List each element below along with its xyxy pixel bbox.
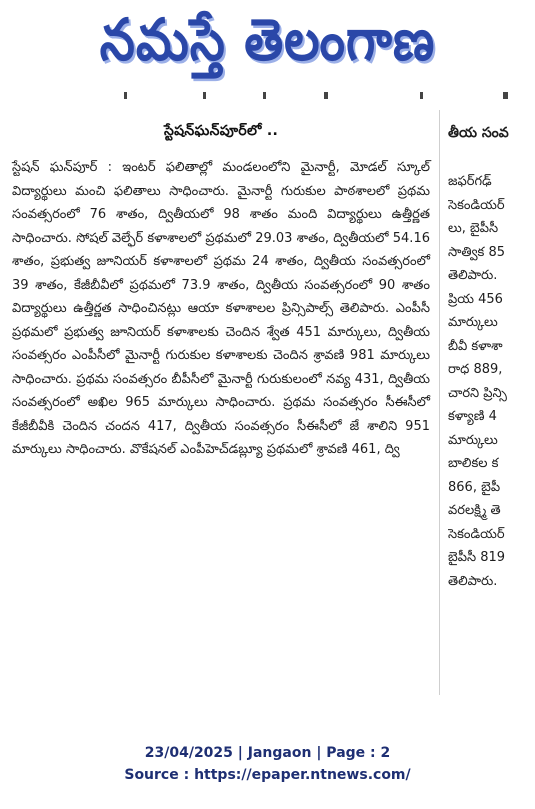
side-line: లు, బైపీసీ <box>448 221 499 236</box>
side-line: మార్కులు <box>448 315 498 330</box>
page-footer <box>0 742 535 786</box>
side-line: తెలిపారు. <box>448 573 498 589</box>
footer-source: Source : https://epaper.ntnews.com/ <box>124 767 411 783</box>
column-divider <box>439 110 440 695</box>
scan-artifact-strip <box>0 86 535 102</box>
article-headline: స్టేషన్‌ఘన్‌పూర్‌లో .. <box>163 123 279 139</box>
side-line: తెలిపారు. <box>448 268 498 283</box>
side-line: కళ్యాణి 4 <box>448 409 497 424</box>
article-body: స్టేషన్ ఘన్‌పూర్ : ఇంటర్ ఫలితాల్లో మండలంలోని మైనార్టీ, మోడల్ స్కూల్ విద్యార్థులు మంచి ఫలితాలు సాధించారు. మైనార్టీ గురుకుల పాఠశాలలో ప్రథమ సంవత్సరంలో 76 శాతం, ద్వితీయలో 98 శాతం మంది విద్యార్థులు ఉత్తీర్ణత సాధించారు. సోషల్ వెల్ఫేర్ కళాశాలలో ప్రథమలో 29.03 శాతం, ద్వితీయలో 54.16 శాతం, ప్రభుత్వ జూనియర్ కళాశాలలో ప్రథమ 24 శాతం, ద్వితీయ సంవత్సరంలో 39 శాతం, కేజీబీవీలో ప్రథమలో 73.9 శాతం, ద్వితీయ సంవత్సరంలో 90 శాతం విద్యార్థులు ఉత్తీర్ణత సాధించినట్లు ఆయా కళాశాలల ప్రిన్సిపాల్స్ తెలిపారు. ఎంపీసీ ప్రథమలో ప్రభుత్వ జూనియర్ కళాశాలకు చెందిన శ్వేత 451 మార్కులు, ద్వితీయ సంవత్సరం ఎంపీసీలో మైనార్టీ గురుకుల కళాశాలకు చెందిన శ్రావణి 981 మార్కులు సాధించారు. ప్రథమ సంవత్సరం బీపీసీలో మైనార్టీ గురుకులంలో నవ్య 431, ద్వితీయ సంవత్సరంలో అఖిల 965 మార్కులు సాధించారు. ప్రథమ సంవత్సరం సీఈసీలో కేజీబీవీకి చెందిన చందన 417, ద్వితీయ సంవత్సరం సీఈసీలో జే శాలిని 951 మార్కులు సాధించారు. వొకేషనల్ ఎంపీహెచ్‌డబ్ల్యూ ప్రథమలో శ్రావణి 461, ద్వి <box>12 160 430 457</box>
side-line: సెకండియర్ <box>448 526 505 542</box>
side-line: సెకండియర్ <box>448 197 505 213</box>
side-line: బైపీసీ 819 <box>448 550 506 565</box>
newspaper-masthead <box>0 0 535 80</box>
side-line: బాలికల క <box>448 456 499 471</box>
side-line: జఫర్‌గఢ్ <box>448 174 492 189</box>
side-line: వరలక్ష్మి తె <box>448 503 501 518</box>
side-column-title: తీయ సంవ <box>448 125 509 141</box>
masthead-title: నమస్తే తెలంగాణ <box>99 6 436 74</box>
side-line: చారని ప్రిన్సి <box>448 385 507 401</box>
side-line: రాధ 889, <box>448 362 503 377</box>
footer-date-edition: 23/04/2025 | Jangaon | Page : 2 <box>144 745 391 761</box>
main-article <box>12 123 430 462</box>
side-line: సాత్విక 85 <box>448 244 505 260</box>
side-line: మార్కులు <box>448 432 498 448</box>
side-line: 866, బైపీ <box>448 479 501 495</box>
side-line: బీవీ కళాశా <box>448 338 503 354</box>
side-column <box>448 123 535 593</box>
side-line: ప్రియ 456 <box>448 291 503 307</box>
